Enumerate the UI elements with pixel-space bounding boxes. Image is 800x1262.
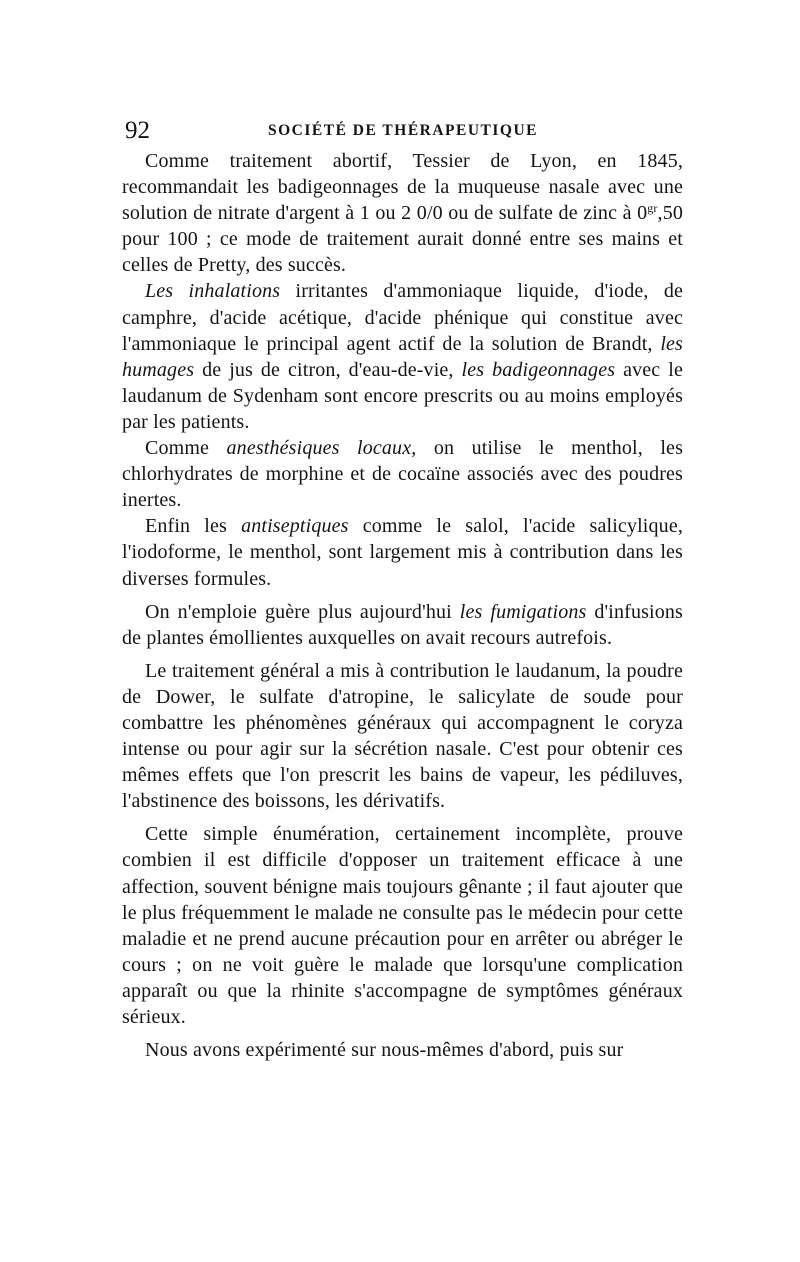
paragraph-experiments: Nous avons expérimenté sur nous-mêmes d'abord, puis sur <box>145 1039 624 1062</box>
italic-term: Les inhalations <box>145 280 281 303</box>
page-number: 92 <box>125 117 150 144</box>
italic-term: les humages <box>122 332 683 381</box>
italic-term: les badigeonnages <box>461 358 616 381</box>
paragraph-antiseptics: Enfin les antiseptiques comme le salol, l'acide salicylique, l'iodoforme, le menthol, sont largement mis à contribution dans les diverses formules. <box>122 515 683 590</box>
paragraph-abortive-treatment: Comme traitement abortif, Tessier de Lyon, en 1845, recommandait les badigeonnages de la muqueuse nasale avec une solution de nitrate d'argent à 1 ou 2 0/0 ou de sulfate de zinc à $0^{gr},50$ pour 100 ; ce mode de traitement aurait donné entre ses mains et celles de Pretty, des succès. <box>122 150 683 277</box>
paragraph-local-anesthetics: Comme anesthésiques locaux, on utilise le menthol, les chlorhydrates de morphine et de cocaïne associés avec des poudres inertes. <box>122 437 683 512</box>
italic-term: les fumigations <box>459 600 587 623</box>
paragraph-fumigations: On n'emploie guère plus aujourd'hui les fumigations d'infusions de plantes émollientes auxquelles on avait recours autrefois. <box>122 600 683 649</box>
paragraph-general-treatment: Le traitement général a mis à contribution le laudanum, la poudre de Dower, le sulfate d'atropine, le salicylate de soude pour combattre les phénomènes généraux qui accompagnent le coryza intense ou pour agir sur la sécrétion nasale. C'est pour obtenir ces mêmes effets que l'on prescrit les bains de vapeur, les pédiluves, l'abstinence des boissons, les dérivatifs. <box>122 659 683 813</box>
running-title: SOCIÉTÉ DE THÉRAPEUTIQUE <box>268 122 538 139</box>
page-header <box>125 116 681 146</box>
superscript-gr: gr <box>647 201 658 216</box>
paragraph-enumeration: Cette simple énumération, certainement incomplète, prouve combien il est difficile d'opposer un traitement efficace à une affection, souvent bénigne mais toujours gênante ; il faut ajouter que le plus fréquemment le malade ne consulte pas le médecin pour cette maladie et ne prend aucune précaution pour en arrêter ou abréger le cours ; on ne voit guère le malade que lorsqu'une complication apparaît ou que la rhinite s'accompagne de symptômes généraux sérieux. <box>122 823 683 1028</box>
italic-term: antiseptiques <box>241 515 349 538</box>
body-text <box>122 148 683 1063</box>
italic-term: anesthésiques locaux, <box>226 437 417 460</box>
paragraph-inhalations: Les inhalations irritantes d'ammoniaque liquide, d'iode, de camphre, d'acide acétique, d'acide phénique qui constitue avec l'ammoniaque le principal agent actif de la solution de Brandt, les humages de jus de citron, d'eau-de-vie, les badigeonnages avec le laudanum de Sydenham sont encore prescrits ou au moins employés par les patients. <box>122 280 683 433</box>
